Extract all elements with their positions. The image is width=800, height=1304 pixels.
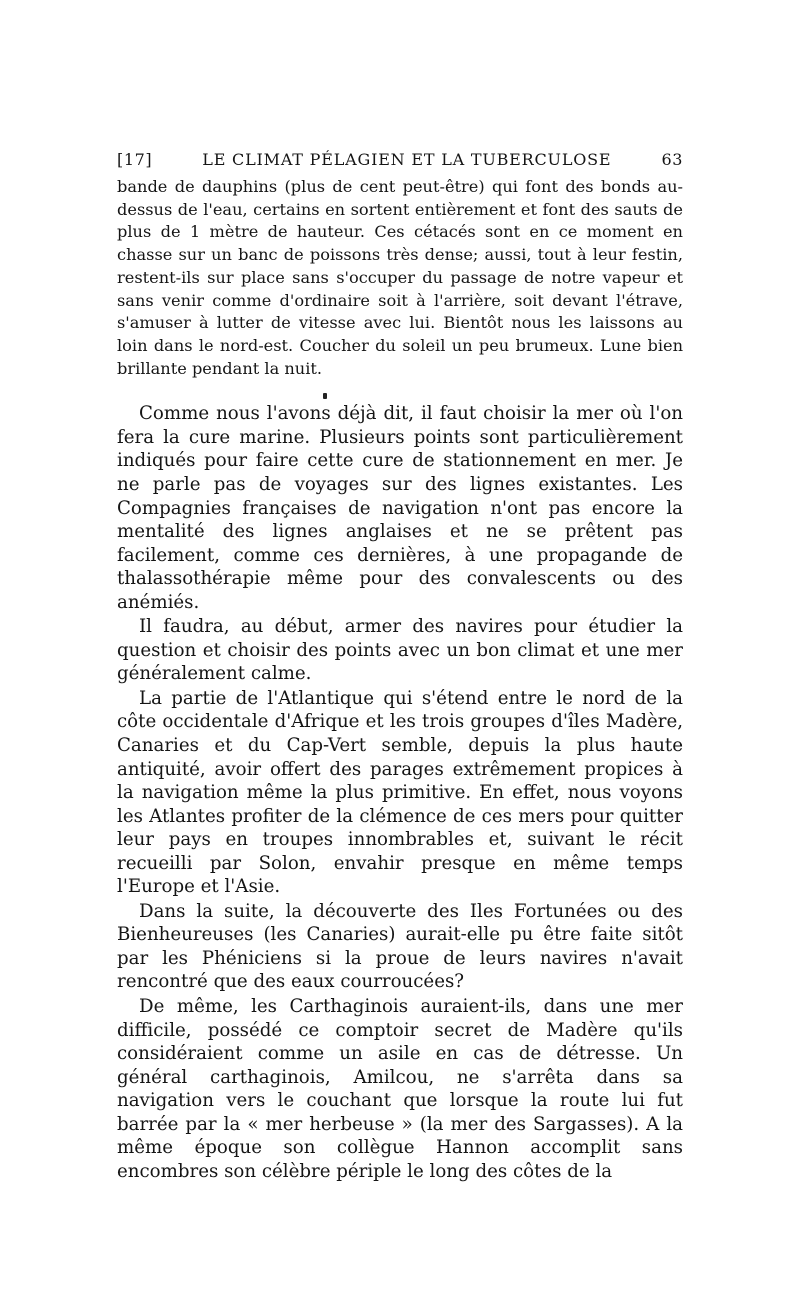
paragraph: bande de dauphins (plus de cent peut-être) qui font des bonds au-dessus de l'eau, certains en sortent entièrement et font des sauts de plus de 1 mètre de hauteur. Ces cétacés sont en ce moment en chasse sur un banc de poissons très dense; aussi, tout à leur festin, restent-ils sur place sans s'occuper du passage de notre vapeur et sans venir comme d'ordinaire soit à l'arrière, soit devant l'étrave, s'amuser à lutter de vitesse avec lui. Bientôt nous les laissons au loin dans le nord-est. Coucher du soleil un peu brumeux. Lune bien brillante pendant la nuit. [117, 177, 683, 378]
section-number: [17] [117, 150, 153, 169]
page-number: 63 [661, 150, 683, 169]
paragraph: La partie de l'Atlantique qui s'étend entre le nord de la côte occidentale d'Afrique et les trois groupes d'îles Madère, Canaries et du Cap-Vert semble, depuis la plus haute antiquité, avoir offert des parages extrêmement propices à la navigation même la plus primitive. En effet, nous voyons les Atlantes profiter de la clémence de ces mers pour quitter leur pays en troupes innombrables et, suivant le récit recueilli par Solon, envahir presque en même temps l'Europe et l'Asie. [117, 687, 683, 898]
paragraph: Comme nous l'avons déjà dit, il faut choisir la mer où l'on fera la cure marine. Plusieurs points sont particulièrement indiqués pour faire cette cure de stationnement en mer. Je ne parle pas de voyages sur des lignes existantes. Les Compagnies françaises de navigation n'ont pas encore la mentalité des lignes anglaises et ne se prêtent pas facilement, comme ces dernières, à une propagande de thalassothérapie même pour des convalescents ou des anémiés. [117, 403, 683, 613]
main-text-block [117, 402, 683, 1183]
paragraph: Il faudra, au début, armer des navires pour étudier la question et choisir des points avec un bon climat et une mer généralement calme. [117, 616, 683, 685]
book-page [117, 150, 683, 1183]
paragraph: Dans la suite, la découverte des Iles Fortunées ou des Bienheureuses (les Canaries) aurait-elle pu être faite sitôt par les Phéniciens si la proue de leurs navires n'avait rencontré que des eaux courroucées? [117, 900, 683, 993]
print-speck [323, 393, 327, 399]
diary-paragraph-block [117, 176, 683, 380]
paragraph: De même, les Carthaginois auraient-ils, dans une mer difficile, possédé ce comptoir secret de Madère qu'ils considéraient comme un asile en cas de détresse. Un général carthaginois, Amilcou, ne s'arrêta dans sa navigation vers le couchant que lorsque la route lui fut barrée par la « mer herbeuse » (la mer des Sargasses). A la même époque son collègue Hannon accomplit sans encombres son célèbre périple le long des côtes de la [117, 996, 683, 1182]
running-title: LE CLIMAT PÉLAGIEN ET LA TUBERCULOSE [202, 150, 612, 169]
running-head [117, 150, 683, 176]
